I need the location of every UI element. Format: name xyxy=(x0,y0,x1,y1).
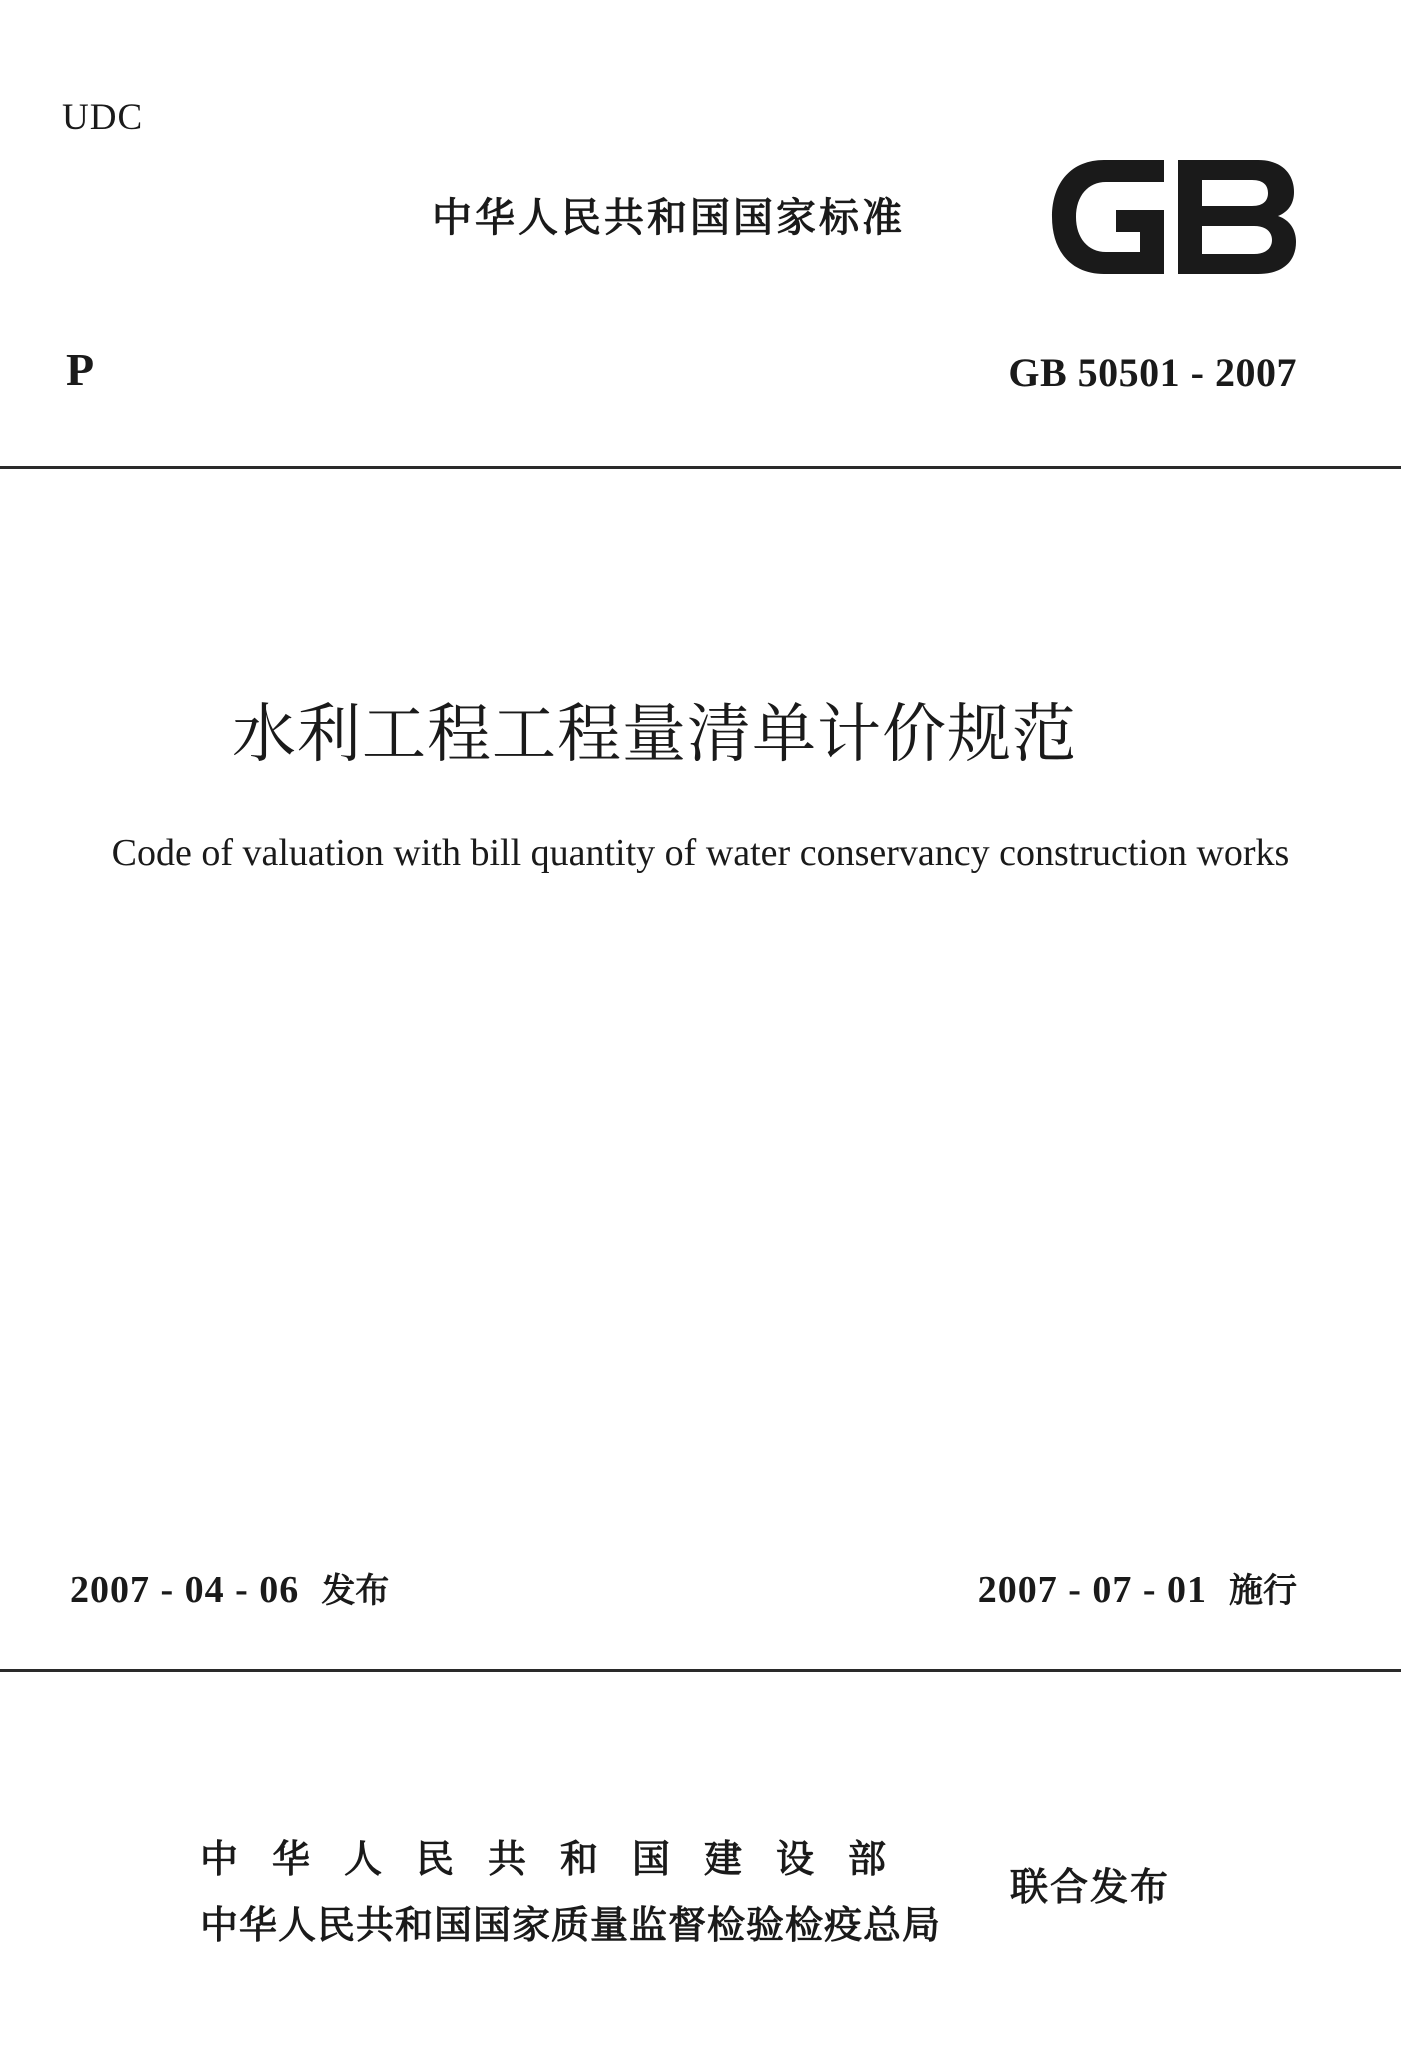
gb-logo-icon xyxy=(1046,152,1300,282)
title-chinese: 水利工程工程量清单计价规范 xyxy=(232,698,1077,772)
joint-publish-label: 联合发布 xyxy=(1010,1865,1171,1909)
gb-logo-g xyxy=(1052,160,1164,274)
udc-label: UDC xyxy=(62,97,144,138)
standard-type-heading: 中华人民共和国国家标准 xyxy=(432,195,905,241)
title-english: Code of valuation with bill quantity of water conservancy construction works xyxy=(111,832,1290,874)
top-divider xyxy=(0,466,1401,469)
category-code: P xyxy=(66,344,95,395)
issue-label: 发布 xyxy=(321,1571,390,1611)
bottom-divider xyxy=(0,1669,1401,1672)
issue-date-line xyxy=(70,1563,389,1612)
effective-date-line xyxy=(978,1563,1297,1612)
publisher-ministry-of-construction: 中华人民共和国建设部 xyxy=(200,1837,921,1881)
effective-label: 施行 xyxy=(1229,1571,1297,1611)
standard-number: GB 50501 - 2007 xyxy=(1008,350,1297,395)
issue-date: 2007 - 04 - 06 xyxy=(70,1569,300,1611)
gb-logo-b xyxy=(1178,160,1296,274)
publisher-aqsiq: 中华人民共和国国家质量监督检验检疫总局 xyxy=(200,1903,942,1947)
effective-date: 2007 - 07 - 01 xyxy=(977,1569,1207,1611)
